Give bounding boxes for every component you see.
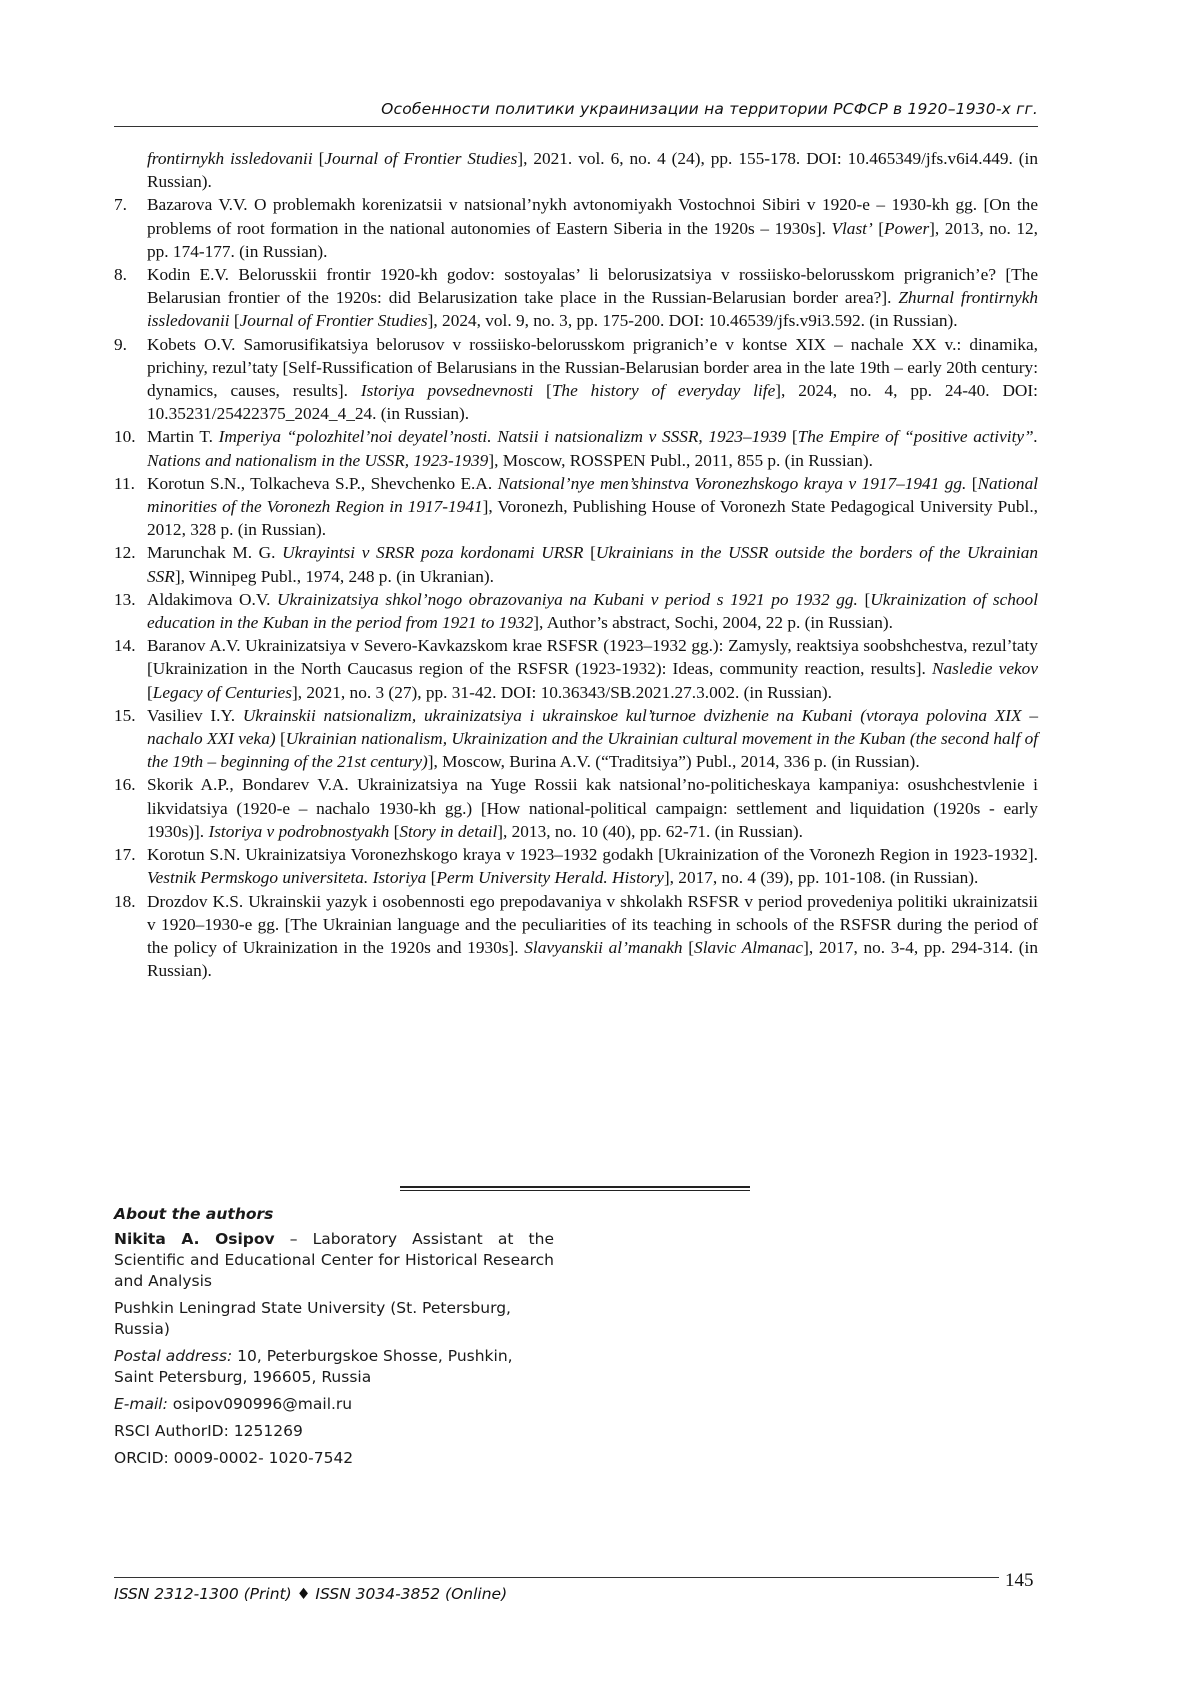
reference-title: Power [884, 218, 930, 238]
reference-title: Journal of Frontier Studies [239, 311, 428, 331]
reference-segment: ], 2024, vol. 9, no. 3, pp. 175-200. DOI: 10.46539/jfs.v9i3.592. (in Russian). [427, 311, 958, 331]
reference-title: frontirnykh issledovanii [147, 149, 313, 168]
reference-text [147, 634, 1038, 704]
reference-segment: [ [966, 473, 978, 493]
reference-segment: [ [682, 937, 695, 957]
references-list [114, 147, 1038, 982]
reference-title: Ukrainskii natsionalizm, ukrainizatsiya i ukrainskoe kul’turnoe dvizhenie na Kubani (vtoraya polovina XIX – nachalo XXI veka) [147, 705, 1038, 749]
reference-number: 18. [114, 891, 136, 911]
reference-number: 7. [114, 195, 127, 215]
reference-segment: [ [389, 821, 400, 841]
reference-title: Vestnik Permskogo universiteta. Istoriya [147, 868, 427, 888]
author-name: Nikita A. Osipov [114, 1230, 275, 1248]
reference-segment: ], Voronezh, Publishing House of Voronezh State Pedagogical University Publ., 2012, 328 p. (in Russian). [147, 497, 1038, 540]
reference-title: Perm University Herald. History [436, 868, 664, 888]
reference-item [114, 704, 1038, 774]
reference-title: The history of everyday life [551, 381, 776, 401]
author-bio [114, 1229, 554, 1292]
running-head: Особенности политики украинизации на территории РСФСР в 1920–1930-х гг. [381, 100, 1038, 118]
reference-segment: Baranov A.V. Ukrainizatsiya v Severo-Kavkazskom krae RSFSR (1923–1932 gg.): Zamysly, reaktsiya soobshchestva, rezul’taty [Ukrainization in the North Caucasus region of the RSFSR (1923-1932): Ideas, community reaction, results]. [147, 636, 1038, 679]
reference-title: Slavic Almanac [694, 937, 804, 957]
reference-title: Imperiya “polozhitel’noi deyatel’nosti. Natsii i natsionalizm v SSSR, 1923–1939 [218, 427, 787, 447]
author-postal-address [114, 1346, 554, 1388]
reference-text [147, 704, 1038, 774]
reference-segment: [ [147, 682, 153, 702]
reference-segment: ], 2024, no. 4, pp. 24-40. DOI: 10.35231/25422375_2024_4_24. (in Russian). [147, 381, 1038, 424]
reference-segment: ], 2021, no. 3 (27), pp. 31-42. DOI: 10.36343/SB.2021.27.3.002. (in Russian). [291, 682, 832, 702]
reference-title: Slavyanskii al’manakh [524, 937, 683, 957]
reference-segment: Korotun S.N., Tolkacheva S.P., Shevchenko E.A. [147, 473, 498, 493]
reference-text [147, 541, 1038, 587]
reference-item [114, 333, 1038, 426]
reference-item [114, 263, 1038, 333]
reference-item [114, 588, 1038, 634]
about-authors-title: About the authors [114, 1205, 274, 1223]
email-value[interactable]: osipov090996@mail.ru [167, 1395, 353, 1413]
reference-item [114, 193, 1038, 263]
reference-segment: Martin T. [147, 427, 219, 447]
reference-segment: [ [583, 543, 596, 563]
author-role: – Laboratory Assistant at the Scientific and Educational Center for Historical Research and Analysis [114, 1230, 554, 1290]
reference-title: Istoriya v podrobnostyakh [208, 821, 390, 841]
reference-number: 8. [114, 265, 127, 285]
reference-text [147, 193, 1038, 263]
reference-item [114, 843, 1038, 889]
reference-segment: ], Moscow, ROSSPEN Publ., 2011, 855 p. (in Russian). [488, 450, 874, 470]
email-label: E-mail: [114, 1395, 168, 1413]
reference-segment: Vasiliev I.Y. [147, 705, 243, 725]
reference-segment: [ [275, 729, 286, 749]
postal-label: Postal address: [114, 1347, 233, 1365]
reference-title: Ukrainizatsiya shkol’nogo obrazovaniya na Kubani v period s 1921 po 1932 gg. [277, 589, 858, 609]
reference-number: 10. [114, 427, 136, 447]
reference-segment: ], 2017, no. 3-4, pp. 294-314. (in Russian). [147, 937, 1038, 981]
reference-title: The Empire of “positive activity”. Nations and nationalism in the USSR, 1923-1939 [147, 427, 1038, 470]
reference-title: Ukrayintsi v SRSR poza kordonami URSR [282, 543, 584, 563]
reference-segment: Bazarova V.V. O problemakh korenizatsii v natsional’nykh avtonomiyakh Vostochnoi Sibiri v 1920-e – 1930-kh gg. [On the problems of root formation in the national autonomies of Eastern Siberia in the 1920s – 1930s]. [147, 195, 1038, 238]
reference-title: Legacy of Centuries [152, 682, 292, 702]
reference-title: Istoriya povsednevnosti [360, 381, 534, 401]
reference-item [114, 541, 1038, 587]
reference-number: 9. [114, 334, 127, 354]
reference-segment: Korotun S.N. Ukrainizatsiya Voronezhskogo kraya v 1923–1932 godakh [Ukrainization of the Voronezh Region in 1923-1932]. [147, 845, 1038, 865]
reference-text [147, 147, 1038, 193]
reference-text [147, 773, 1038, 843]
issn-line: ISSN 2312-1300 (Print) ♦ ISSN 3034-3852 (Online) [114, 1585, 508, 1603]
author-rsci-id: RSCI AuthorID: 1251269 [114, 1422, 303, 1440]
reference-item [114, 425, 1038, 471]
reference-segment: ], 2021. vol. 6, no. 4 (24), pp. 155-178. DOI: 10.465349/jfs.v6i4.449. (in Russian). [147, 149, 1038, 192]
reference-segment: [ [533, 381, 552, 401]
author-orcid: ORCID: 0009-0002- 1020-7542 [114, 1449, 354, 1467]
footer-rule [114, 1577, 999, 1578]
reference-title: Journal of Frontier Studies [324, 149, 518, 168]
reference-segment: [ [426, 868, 437, 888]
reference-title: National minorities of the Voronezh Region in 1917-1941 [147, 473, 1039, 517]
reference-segment: ], 2013, no. 12, pp. 174-177. (in Russian). [147, 218, 1038, 261]
reference-segment: Drozdov K.S. Ukrainskii yazyk i osobennosti ego prepodavaniya v shkolakh RSFSR v period provedeniya politiki ukrainizatsii v 1920–1930-e gg. [The Ukrainian language and the peculiarities of its teaching in schools of the RSFSR during the period of the policy of Ukrainization in the 1920s and 1930s]. [147, 891, 1038, 957]
reference-title: Vlast’ [831, 218, 873, 238]
reference-title: Nasledie vekov [932, 659, 1038, 679]
reference-title: Ukrainian nationalism, Ukrainization and the Ukrainian cultural movement in the Kuban (the second half of the 19th – beginning of the 21st century) [147, 729, 1039, 772]
reference-title: Zhurnal frontirnykh issledovanii [147, 288, 1039, 331]
reference-text [147, 472, 1038, 542]
reference-item [114, 773, 1038, 843]
reference-text [147, 890, 1038, 983]
reference-segment: [ [872, 218, 885, 238]
reference-segment: [ [229, 311, 240, 331]
reference-number: 14. [114, 636, 136, 656]
reference-segment: [ [312, 149, 325, 168]
reference-text [147, 843, 1038, 889]
reference-item [114, 890, 1038, 983]
author-email [114, 1394, 554, 1415]
about-authors [114, 1204, 554, 1475]
reference-segment: Skorik A.P., Bondarev V.A. Ukrainizatsiya na Yuge Rossii kak natsional’no-politicheskaya kampaniya: osushchestvlenie i likvidatsiya (1920-e – nachalo 1930-kh gg.) [How national-political campaign: settlement and liquidation (1920s - early 1930s)]. [147, 775, 1038, 841]
reference-text [147, 263, 1038, 333]
reference-segment: Marunchak M. G. [147, 543, 283, 563]
reference-number: 13. [114, 589, 136, 609]
reference-item [114, 634, 1038, 704]
reference-number: 11. [114, 473, 135, 493]
reference-segment: ], 2013, no. 10 (40), pp. 62-71. (in Russian). [497, 821, 804, 841]
reference-number: 15. [114, 705, 136, 725]
section-separator [400, 1186, 750, 1191]
reference-title: Ukrainization of school education in the Kuban in the period from 1921 to 1932 [147, 589, 1038, 633]
reference-number: 12. [114, 543, 136, 563]
reference-item [114, 147, 1038, 193]
reference-item [114, 472, 1038, 542]
reference-segment: ], Author’s abstract, Sochi, 2004, 22 p. (in Russian). [533, 613, 893, 633]
reference-segment: ], Winnipeg Publ., 1974, 248 p. (in Ukranian). [174, 566, 494, 586]
reference-text [147, 588, 1038, 634]
reference-title: Natsional’nye men’shinstva Voronezhskogo kraya v 1917–1941 gg. [497, 473, 967, 493]
reference-text [147, 333, 1038, 426]
reference-number: 16. [114, 775, 136, 795]
reference-segment: ], Moscow, Burina A.V. (“Traditsiya”) Publ., 2014, 336 p. (in Russian). [427, 752, 920, 772]
reference-segment: [ [786, 427, 798, 447]
reference-text [147, 425, 1038, 471]
reference-number: 17. [114, 845, 136, 865]
author-affiliation: Pushkin Leningrad State University (St. Petersburg, Russia) [114, 1299, 511, 1338]
page-number: 145 [1005, 1570, 1034, 1591]
reference-segment: ], 2017, no. 4 (39), pp. 101-108. (in Russian). [663, 868, 979, 888]
reference-segment: Kodin E.V. Belorusskii frontir 1920-kh godov: sostoyalas’ li belorusizatsiya v rossiisko-belorusskom prigranich’e? [The Belarusian frontier of the 1920s: did Belarusization take place in the Russian-Belarusian border area?]. [147, 265, 1038, 308]
reference-segment: Aldakimova O.V. [147, 589, 277, 609]
postal-value: 10, Peterburgskoe Shosse, Pushkin, Saint Petersburg, 196605, Russia [114, 1347, 513, 1386]
reference-title: Ukrainians in the USSR outside the borders of the Ukrainian SSR [147, 543, 1038, 586]
header-rule [114, 126, 1038, 127]
reference-segment: Kobets O.V. Samorusifikatsiya belorusov v rossiisko-belorusskom prigranich’e v kontse XIX – nachale XX v.: dinamika, prichiny, rezul’taty [Self-Russification of Belarusians in the Russian-Belarusian border area in the late 19th – early 20th century: dynamics, causes, results]. [147, 334, 1038, 401]
reference-title: Story in detail [399, 821, 498, 841]
reference-segment: [ [857, 589, 871, 609]
